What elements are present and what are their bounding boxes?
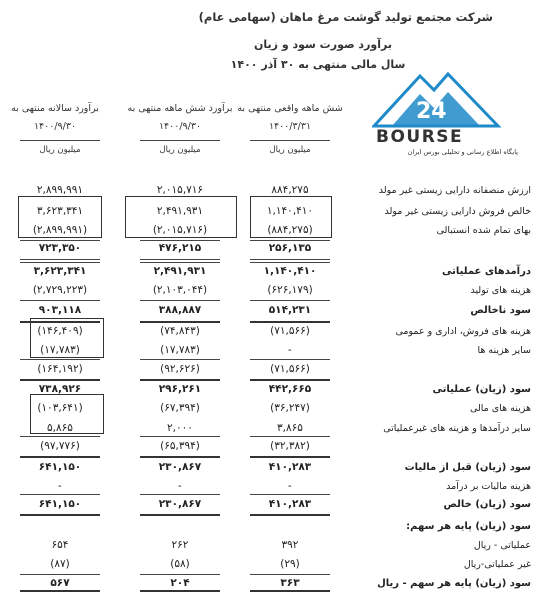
row-label: هزینه مالیات بر درآمد [446, 481, 531, 492]
row-value: (۷۱,۵۶۶) [270, 363, 310, 375]
column-header-annual: برآورد سالانه منتهی به ۱۴۰۰/۹/۳۰ [11, 103, 99, 132]
row-value: ۳,۸۶۵ [277, 422, 303, 434]
bourse24-logo [372, 68, 522, 158]
row-value: ۶۴۱,۱۵۰ [38, 461, 82, 473]
row-value: (۷۴,۸۴۳) [160, 325, 200, 337]
divider [140, 140, 220, 141]
row-value: ۹۰۳,۱۱۸ [38, 304, 82, 316]
rule-line [20, 240, 100, 241]
rule-line [20, 321, 100, 323]
rule-line [250, 300, 330, 301]
row-value: (۶۲۶,۱۷۹) [267, 284, 313, 296]
row-value: (۲,۸۹۹,۹۹۱) [32, 224, 88, 236]
row-value: ۲,۰۱۵,۷۱۶ [156, 184, 204, 196]
row-value: ۲۳۰,۸۶۷ [158, 461, 202, 473]
rule-line [140, 240, 220, 241]
row-label: سود (زیان) پایه هر سهم: [406, 521, 531, 532]
row-value: (۸۸۴,۲۷۵) [267, 224, 313, 236]
rule-line [250, 259, 330, 260]
logo-text: BOURSE [376, 127, 464, 147]
rule-line [20, 456, 100, 458]
row-value: ۲,۴۹۱,۹۳۱ [156, 205, 204, 217]
row-value: (۱۷,۷۸۳) [160, 344, 200, 356]
row-value: ۳,۶۲۳,۳۴۱ [33, 265, 87, 277]
row-value: ۸۸۴,۲۷۵ [271, 184, 309, 196]
row-value: (۱۷,۷۸۳) [40, 344, 80, 356]
column-unit-annual: میلیون ریال [39, 145, 81, 155]
rule-line [140, 574, 220, 575]
row-label: سود ناخالص [470, 305, 531, 316]
rule-line [20, 259, 100, 260]
rule-line [20, 262, 100, 263]
row-value: (۲,۷۲۹,۲۲۳) [32, 284, 88, 296]
row-label: بهای تمام شده انستبالی [436, 225, 531, 236]
row-value: (۹۷,۷۷۶) [40, 440, 80, 452]
rule-line [140, 494, 220, 495]
row-value: (۹۲,۶۲۶) [160, 363, 200, 375]
rule-line [250, 574, 330, 575]
row-value: ۲۶۲ [171, 539, 189, 551]
rule-line [250, 262, 330, 263]
rule-line [140, 514, 220, 516]
logo-number: 24 [416, 99, 447, 124]
row-label: سود (زیان) خالص [443, 499, 531, 510]
row-label: هزینه های فروش، اداری و عمومی [395, 326, 531, 337]
row-value: (۶۷,۳۹۴) [160, 402, 200, 414]
row-value: ۳۸۸,۸۸۷ [158, 304, 202, 316]
row-value: ۴۴۲,۶۶۵ [268, 383, 312, 395]
row-value: ۱,۱۴۰,۴۱۰ [266, 205, 314, 217]
divider [20, 140, 100, 141]
rule-line [250, 321, 330, 323]
column-header-six-month-actual: شش ماهه واقعی منتهی به ۱۴۰۰/۳/۳۱ [237, 103, 343, 132]
rule-line [20, 494, 100, 495]
row-value: ۶۴۱,۱۵۰ [38, 498, 82, 510]
row-label: هزینه های تولید [470, 285, 531, 296]
rule-line [250, 456, 330, 458]
row-value: ۲۰۴ [170, 577, 190, 589]
column-header-six-month-forecast: برآورد شش ماهه منتهی به ۱۴۰۰/۹/۳۰ [127, 103, 233, 132]
divider [250, 140, 330, 141]
rule-line [20, 436, 100, 437]
row-label: سود (زیان) عملیاتی [432, 384, 531, 395]
column-unit-six-month-forecast: میلیون ریال [159, 145, 201, 155]
row-value: ۲,۸۹۹,۹۹۱ [36, 184, 84, 196]
report-period: سال مالی منتهی به ۳۰ آذر ۱۴۰۰ [230, 58, 406, 71]
rule-line [20, 379, 100, 381]
row-value: (۳۶,۲۴۷) [270, 402, 310, 414]
rule-line [140, 379, 220, 381]
rule-line [140, 359, 220, 360]
report-title: برآورد صورت سود و زیان [254, 38, 392, 51]
row-value: (۳۲,۳۸۲) [270, 440, 310, 452]
row-value: ۴۱۰,۲۸۳ [268, 498, 312, 510]
row-label: هزینه های مالی [469, 403, 531, 414]
row-value: ۱,۱۴۰,۴۱۰ [263, 265, 317, 277]
rule-line [250, 359, 330, 360]
rule-line [250, 494, 330, 495]
rule-line [140, 262, 220, 263]
row-value: (۲,۰۱۵,۷۱۶) [152, 224, 208, 236]
row-value: (۲۹) [280, 558, 300, 570]
logo-tagline: پایگاه اطلاع رسانی و تحلیلی بورس ایران [407, 148, 518, 156]
rule-line [20, 574, 100, 575]
row-value: ۲۵۶,۱۳۵ [268, 242, 312, 254]
row-value: - [287, 344, 293, 356]
rule-line [250, 514, 330, 516]
rule-line [140, 259, 220, 260]
rule-line [140, 300, 220, 301]
row-label: سود (زیان) قبل از مالیات [404, 462, 531, 473]
rule-line [20, 300, 100, 301]
row-value: ۲۹۶,۲۶۱ [158, 383, 202, 395]
row-value: ۵,۸۶۵ [47, 422, 73, 434]
row-value: ۶۵۴ [51, 539, 69, 551]
rule-line [140, 456, 220, 458]
row-value: ۳۶۳ [280, 577, 300, 589]
row-value: (۷۱,۵۶۶) [270, 325, 310, 337]
row-label: سایر درآمدها و هزینه های غیرعملیاتی [383, 423, 531, 434]
rule-line [140, 436, 220, 437]
row-value: (۲,۱۰۳,۰۴۴) [152, 284, 208, 296]
row-label: غیر عملیاتی-ریال [463, 559, 531, 570]
row-value: ۷۲۳,۳۵۰ [38, 242, 82, 254]
row-label: سایر هزینه ها [477, 345, 531, 356]
row-value: - [57, 480, 63, 492]
row-label: درآمدهای عملیاتی [442, 266, 531, 277]
row-label: سود (زیان) پایه هر سهم - ریال [377, 578, 531, 589]
row-value: ۴۱۰,۲۸۳ [268, 461, 312, 473]
rule-line [140, 321, 220, 323]
rule-line [250, 379, 330, 381]
row-value: (۵۸) [170, 558, 190, 570]
row-value: ۵۶۷ [50, 577, 70, 589]
company-title: شرکت مجتمع تولید گوشت مرغ ماهان (سهامی عام) [198, 10, 493, 24]
rule-line [20, 514, 100, 516]
row-value: ۲,۴۹۱,۹۳۱ [153, 265, 207, 277]
rule-line [250, 240, 330, 241]
row-label: خالص فروش دارایی زیستی غیر مولد [384, 206, 531, 217]
row-value: ۳,۶۲۳,۳۴۱ [36, 205, 84, 217]
row-value: - [287, 480, 293, 492]
row-value: ۴۷۶,۲۱۵ [158, 242, 202, 254]
row-value: (۱۶۴,۱۹۲) [37, 363, 83, 375]
row-value: (۱۰۳,۶۴۱) [37, 402, 83, 414]
row-label: ارزش منصفانه دارایی زیستی غیر مولد [378, 185, 531, 196]
row-value: (۱۴۶,۴۰۹) [37, 325, 83, 337]
row-value: ۳۹۲ [281, 539, 299, 551]
row-value: ۷۳۸,۹۲۶ [38, 383, 82, 395]
rule-line [20, 359, 100, 360]
row-value: ۲,۰۰۰ [167, 422, 193, 434]
row-value: (۶۵,۳۹۴) [160, 440, 200, 452]
row-value: ۵۱۴,۲۳۱ [268, 304, 312, 316]
row-value: (۸۷) [50, 558, 70, 570]
row-value: ۲۳۰,۸۶۷ [158, 498, 202, 510]
row-value: - [177, 480, 183, 492]
column-unit-six-month-actual: میلیون ریال [269, 145, 311, 155]
rule-line [250, 436, 330, 437]
row-label: عملیاتی - ریال [473, 540, 531, 551]
